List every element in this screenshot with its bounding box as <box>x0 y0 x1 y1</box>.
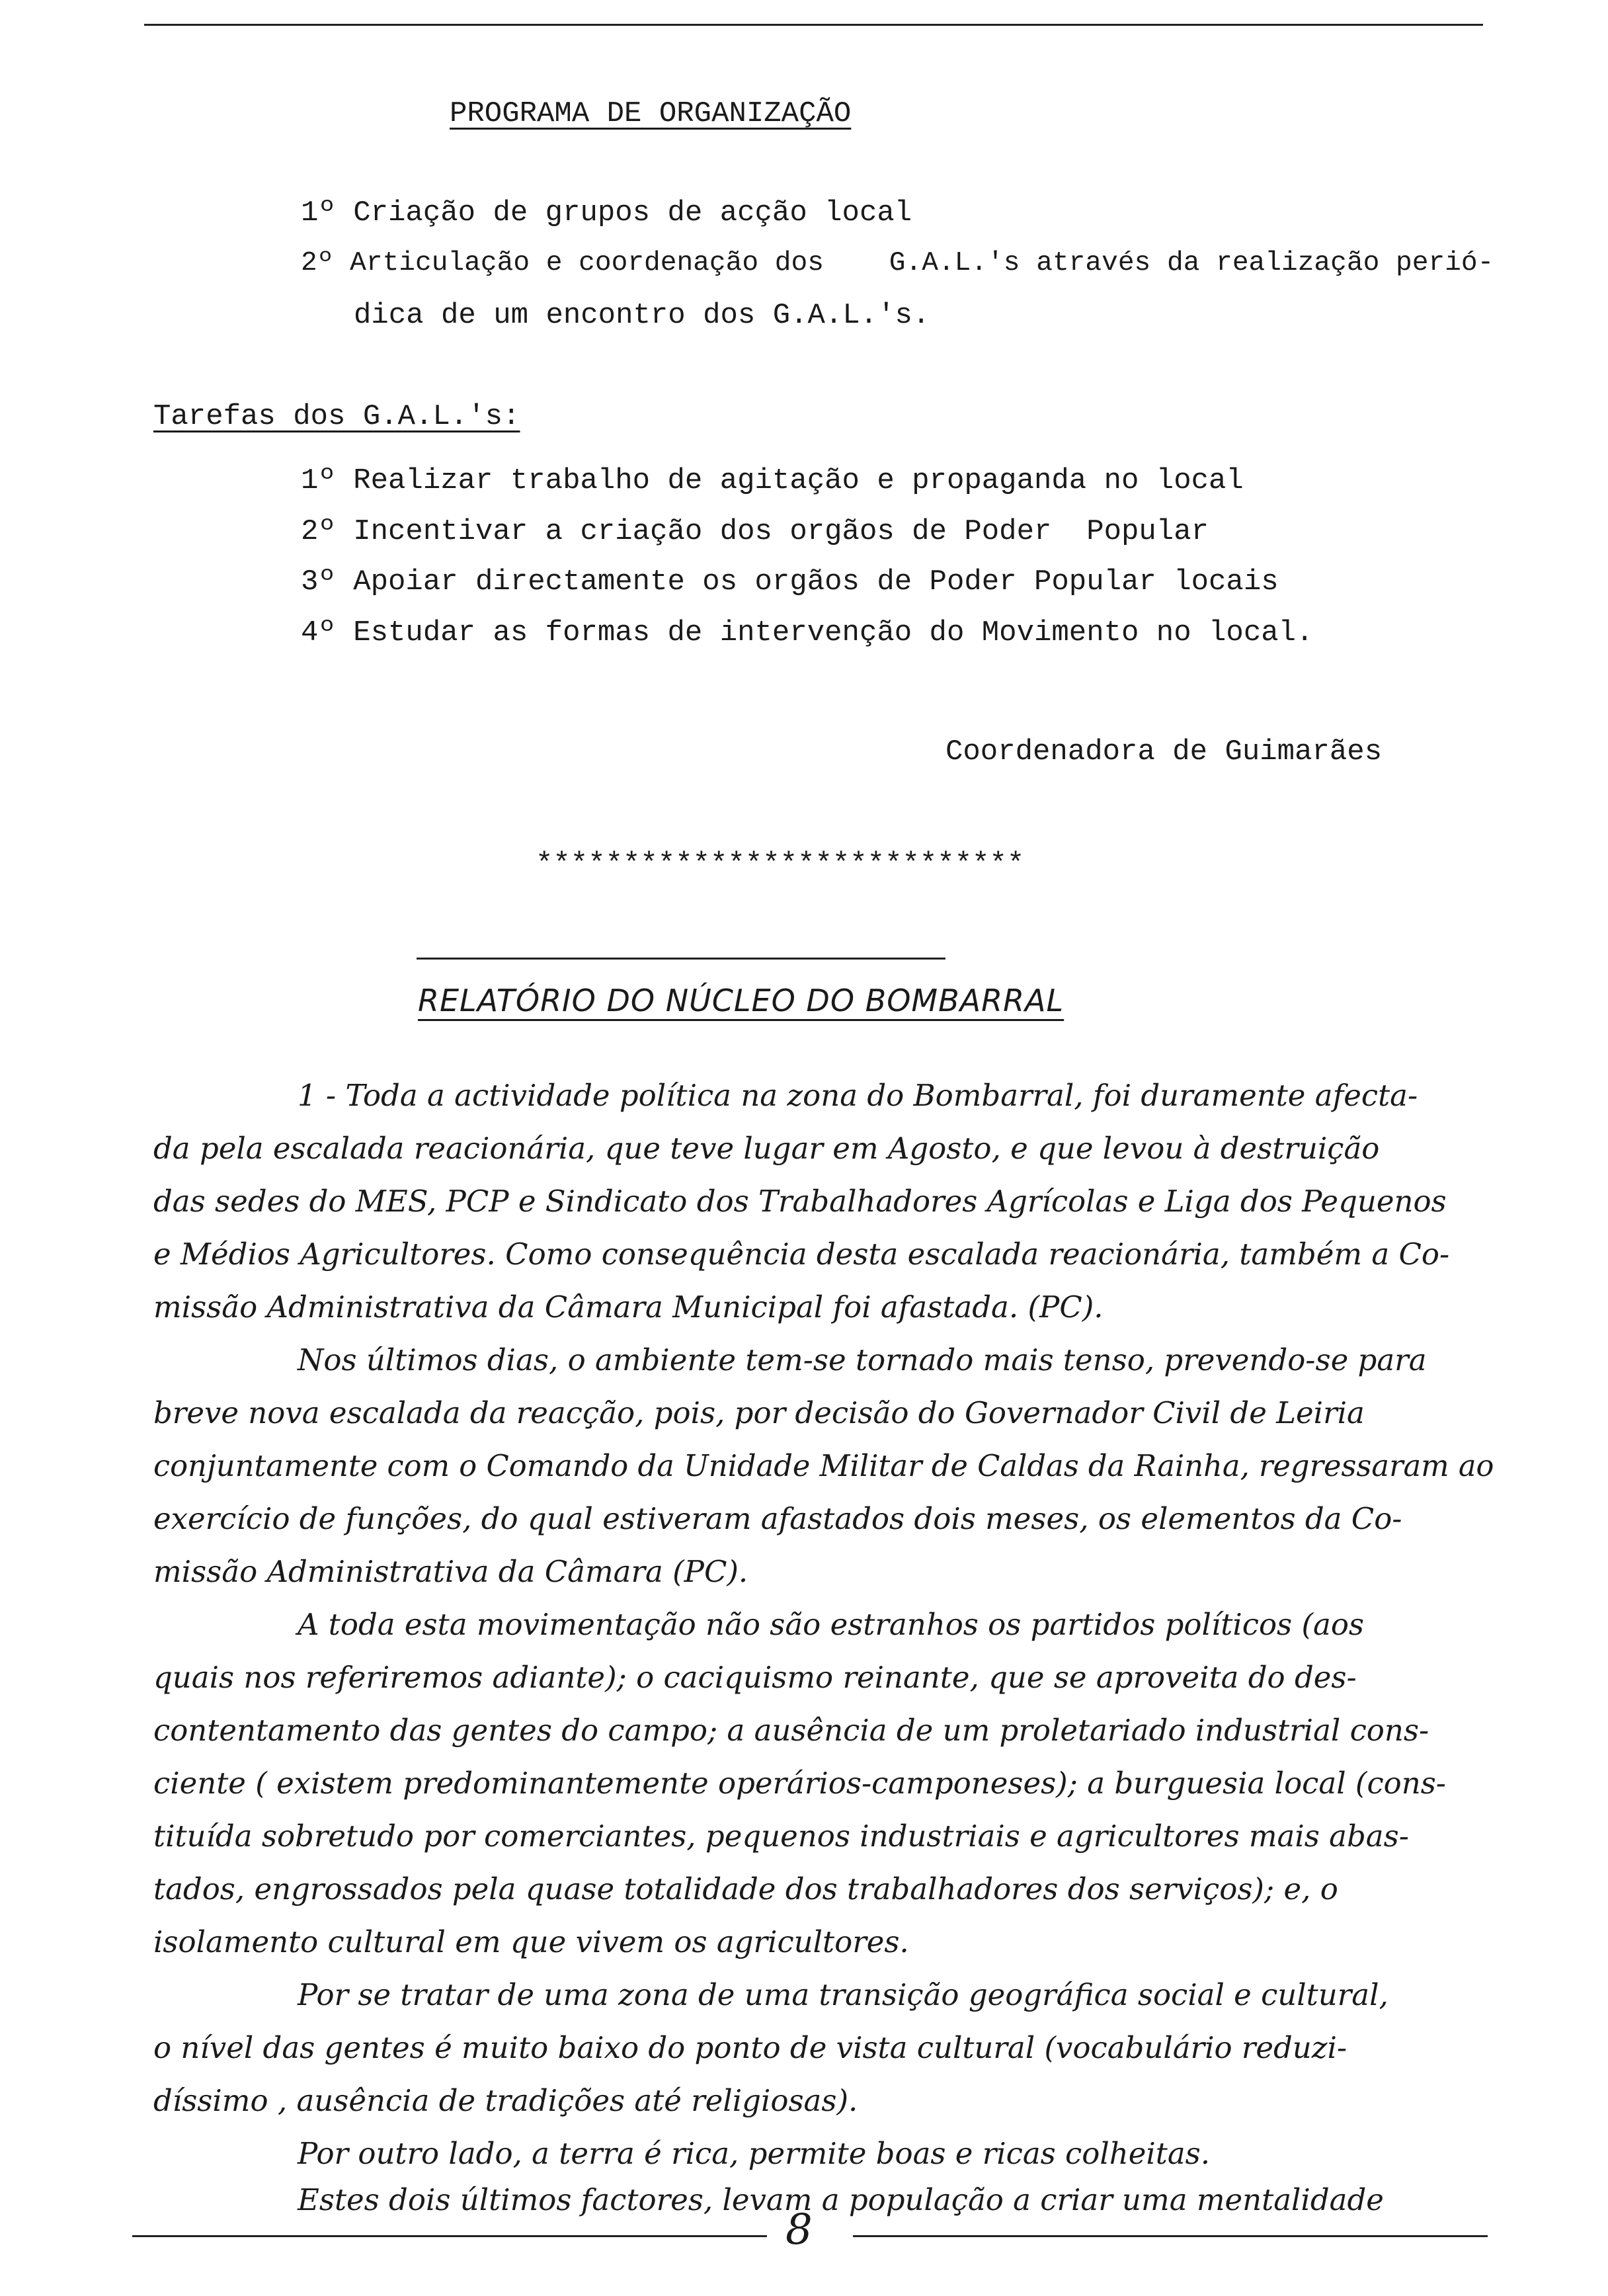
report-line: quais nos referiremos adiante); o caciquismo reinante, que se aproveita do des- <box>153 1660 1357 1695</box>
task-item-3: 3º Apoiar directamente os orgãos de Poder Popular locais <box>301 565 1279 598</box>
bottom-rule-right <box>853 2235 1488 2237</box>
org-program-title: PROGRAMA DE ORGANIZAÇÃO <box>450 97 852 130</box>
report-line: conjuntamente com o Comando da Unidade Militar de Caldas da Rainha, regressaram ao <box>153 1448 1494 1483</box>
report-line: Nos últimos dias, o ambiente tem-se tornado mais tenso, prevendo-se para <box>298 1342 1427 1377</box>
report-line: e Médios Agricultores. Como consequência desta escalada reacionária, também a Co- <box>153 1237 1450 1272</box>
report-line: ciente ( existem predominantemente operários-camponeses); a burguesia local (cons- <box>153 1766 1447 1801</box>
report-line: missão Administrativa da Câmara (PC). <box>153 1554 748 1589</box>
report-line: tituída sobretudo por comerciantes, pequenos industriais e agricultores mais abas- <box>153 1819 1409 1854</box>
report-line: breve nova escalada da reacção, pois, por decisão do Governador Civil de Leiria <box>153 1395 1365 1430</box>
page-number: 8 <box>785 2205 813 2254</box>
signature: Coordenadora de Guimarães <box>945 735 1383 768</box>
org-item-2-cont: dica de um encontro dos G.A.L.'s. <box>354 299 930 332</box>
bottom-rule-left <box>132 2235 767 2237</box>
report-line: Por outro lado, a terra é rica, permite boas e ricas colheitas. <box>298 2136 1211 2171</box>
report-line: o nível das gentes é muito baixo do ponto de vista cultural (vocabulário reduzi- <box>153 2030 1347 2065</box>
report-title-overline <box>417 958 945 960</box>
report-line: A toda esta movimentação não são estranhos os partidos políticos (aos <box>298 1607 1365 1642</box>
tasks-heading: Tarefas dos G.A.L.'s: <box>153 400 520 433</box>
top-rule <box>144 24 1483 26</box>
report-line: díssimo , ausência de tradições até religiosas). <box>153 2083 858 2118</box>
report-line: exercício de funções, do qual estiveram afastados dois meses, os elementos da Co- <box>153 1501 1402 1536</box>
report-line: da pela escalada reacionária, que teve lugar em Agosto, e que levou à destruição <box>153 1131 1380 1166</box>
separator-stars: **************************** <box>536 848 1025 881</box>
report-line: Por se tratar de uma zona de uma transição geográfica social e cultural, <box>298 1977 1388 2012</box>
task-item-1: 1º Realizar trabalho de agitação e propaganda no local <box>301 464 1244 497</box>
report-line: Estes dois últimos factores, levam a população a criar uma mentalidade <box>298 2182 1384 2217</box>
report-line: missão Administrativa da Câmara Municipal foi afastada. (PC). <box>153 1290 1104 1325</box>
report-line: 1 - Toda a actividade política na zona do Bombarral, foi duramente afecta- <box>298 1078 1418 1113</box>
org-item-2: 2º Articulação e coordenação dos G.A.L.'s através da realização perió- <box>301 248 1494 278</box>
report-title: RELATÓRIO DO NÚCLEO DO BOMBARRAL <box>418 983 1065 1018</box>
org-item-1: 1º Criação de grupos de acção local <box>301 196 912 229</box>
task-item-2: 2º Incentivar a criação dos orgãos de Poder Popular <box>301 515 1209 548</box>
report-line: tados, engrossados pela quase totalidade dos trabalhadores dos serviços); e, o <box>153 1871 1338 1906</box>
report-line: das sedes do MES, PCP e Sindicato dos Trabalhadores Agrícolas e Liga dos Pequenos <box>153 1184 1447 1219</box>
task-item-4: 4º Estudar as formas de intervenção do Movimento no local. <box>301 616 1314 649</box>
report-line: isolamento cultural em que vivem os agricultores. <box>153 1924 909 1959</box>
report-line: contentamento das gentes do campo; a ausência de um proletariado industrial cons- <box>153 1713 1429 1748</box>
